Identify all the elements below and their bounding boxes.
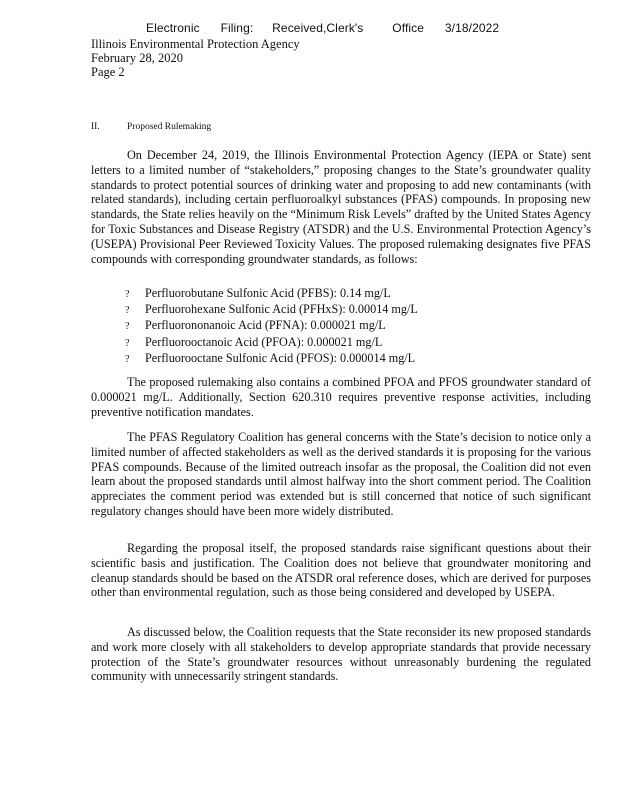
list-item [125,335,418,351]
bullet-glyph: ? [125,305,130,317]
filing-stamp-filing: Filing: [220,21,254,35]
bullet-glyph: ? [125,353,130,365]
paragraph-5-text: As discussed below, the Coalition requests that the State reconsider its new proposed standards and work more closely with all stakeholders to develop appropriate standards that provide necessary protection of the State’s groundwater resources without unreasonably burdening the regulated community with unnecessarily stringent standards. [91,625,591,684]
list-item [125,286,418,302]
filing-stamp-date: 3/18/2022 [444,21,500,35]
section-heading [91,122,211,132]
section-number: II. [91,122,100,132]
paragraph-1 [91,148,591,266]
header-date: February 28, 2020 [91,51,183,65]
list-item-text: Perfluorobutane Sulfonic Acid (PFBS): 0.14 mg/L [145,286,391,300]
list-item-text: Perfluorohexane Sulfonic Acid (PFHxS): 0.00014 mg/L [145,302,418,317]
paragraph-2-text: The proposed rulemaking also contains a combined PFOA and PFOS groundwater standard of 0.000021 mg/L. Additionally, Section 620.310 requires preventive response activities, including preventive notification mandates. [91,375,591,419]
paragraph-3 [91,430,591,519]
header-recipient: Illinois Environmental Protection Agency [91,37,300,51]
list-item-text: Perfluorooctanoic Acid (PFOA): 0.000021 mg/L [145,334,383,349]
list-item-text: Perfluorooctane Sulfonic Acid (PFOS): 0.000014 mg/L [145,350,416,365]
bullet-glyph: ? [125,321,130,333]
filing-stamp [146,21,499,35]
bullet-glyph: ? [125,337,130,349]
paragraph-4 [91,541,591,600]
header-page-number: Page 2 [91,65,125,79]
paragraph-5 [91,625,591,684]
section-title: Proposed Rulemaking [127,122,212,132]
paragraph-4-text: Regarding the proposal itself, the proposed standards raise significant questions about their scientific basis and justification. The Coalition does not believe that groundwater monitoring and cleanup standards should be based on the ATSDR oral reference doses, which are derived for purposes other than environmental regulation, such as those being considered and developed by USEPA. [91,541,591,600]
list-item [125,318,418,334]
paragraph-3-text: The PFAS Regulatory Coalition has general concerns with the State’s decision to notice only a limited number of affected stakeholders as well as the derived standards it is proposing for the various PFAS compounds. Because of the limited outreach insofar as the proposal, the Coalition did not even learn about the proposed standards until almost halfway into the short comment period. The Coalition appreciates the comment period was extended but is still concerned that notice of such significant regulatory changes should have been more widely distributed. [91,430,591,518]
bullet-glyph: ? [125,289,130,300]
compound-list [125,286,418,367]
filing-stamp-office: Office [392,21,425,35]
list-item [125,351,418,367]
paragraph-1-text: On December 24, 2019, the Illinois Environmental Protection Agency (IEPA or State) sent letters to a limited number of “stakeholders,” proposing changes to the State’s groundwater quality standards to protect potential sources of drinking water and proposing to add new contaminants (with related standards), including certain perfluoroalkyl substances (PFAS) compounds. In proposing new standards, the State relies heavily on the “Minimum Risk Levels” drafted by the United States Agency for Toxic Substances and Disease Registry (ATSDR) and the U.S. Environmental Protection Agency’s (USEPA) Provisional Peer Reviewed Toxicity Values. The proposed rulemaking designates five PFAS compounds with corresponding groundwater standards, as follows: [91,148,591,266]
list-item-text: Perfluorononanoic Acid (PFNA): 0.000021 mg/L [145,318,386,333]
filing-stamp-received: Received,Clerk's [272,21,364,35]
filing-stamp-electronic: Electronic [146,21,200,35]
list-item [125,302,418,318]
paragraph-2 [91,375,591,419]
